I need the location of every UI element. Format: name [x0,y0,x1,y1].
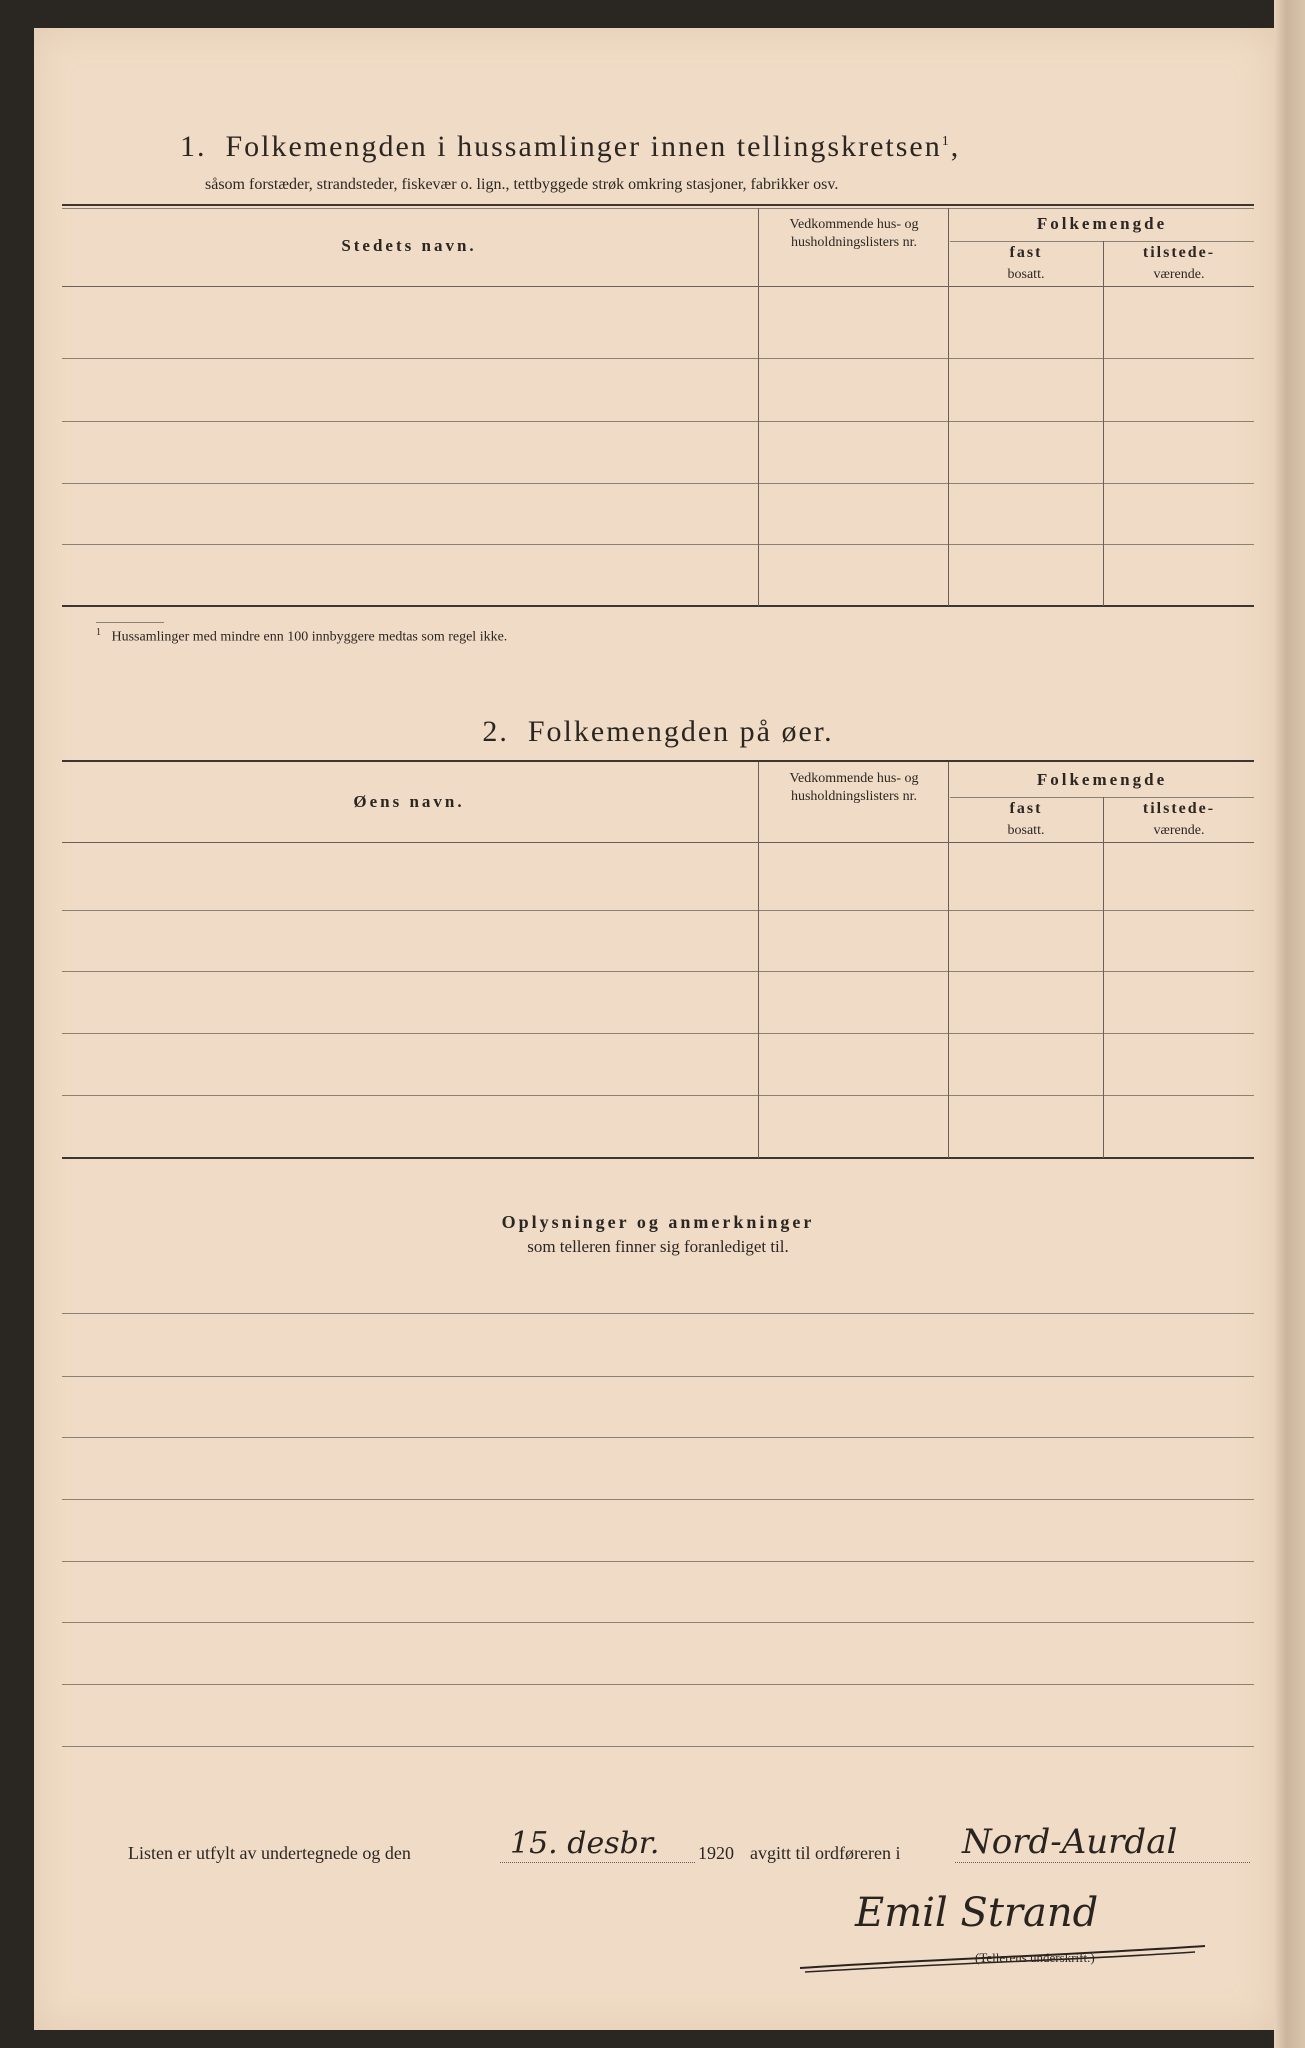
section2-pop-subrule [950,797,1254,798]
section2-divider [1103,797,1104,1158]
section1-divider [1103,241,1104,606]
remarks-line [62,1313,1254,1314]
section1-row-line [62,544,1254,545]
section2-col-tilst-sub: værende. [1153,823,1205,838]
section2-top-rule [62,760,1254,762]
section1-pop-subrule [950,241,1254,242]
section1-col-pop: Folkemengde [1036,214,1168,233]
section1-col-name: Stedets navn. [341,236,477,255]
handwritten-signature: Emil Strand [855,1890,1099,1936]
section2-divider [758,762,759,1158]
section1-bottom-rule [62,605,1254,607]
section1-divider [948,208,949,606]
section1-header-rule [62,286,1254,287]
section1-col-fast: fast [1009,244,1043,261]
page-edge [1274,0,1305,2048]
section1-number: 1. [180,130,207,163]
section1-divider [758,208,759,606]
section2-row-line [62,1033,1254,1034]
remarks-line [62,1684,1254,1685]
place-line [955,1862,1250,1863]
signature-statement: Listen er utfylt av undertegnede og den [128,1843,411,1863]
section2-col-tilst: tilstede- [1142,800,1216,817]
section1-row-line [62,421,1254,422]
section1-top-rule-thin [62,208,1254,209]
section2-row-line [62,1095,1254,1096]
section2-col-name: Øens navn. [353,792,465,811]
remarks-title: Oplysninger og anmerkninger [501,1212,815,1232]
section2-bottom-rule [62,1157,1254,1159]
section1-col-fast-sub: bosatt. [1007,267,1045,282]
footnote [96,627,507,646]
section2-row-line [62,910,1254,911]
remarks-line [62,1376,1254,1377]
section1-col-lists: Vedkommende hus- og husholdningslisters nr. [789,217,919,250]
year: 1920 [698,1843,734,1863]
section1-row-line [62,358,1254,359]
signature-statement-middle: avgitt til ordføreren i [750,1843,901,1863]
section2-heading [62,715,1254,749]
section2-col-lists: Vedkommende hus- og husholdningslisters nr. [789,771,919,804]
section2-title: Folkemengden på øer. [527,715,834,748]
section1-row-line [62,483,1254,484]
section1-top-rule [62,204,1254,206]
section1-heading [180,130,960,164]
section2-header-rule [62,842,1254,843]
remarks-line [62,1437,1254,1438]
section1-title-comma: , [950,130,961,163]
signature-caption: (Tellerens underskrift.) [975,1950,1095,1965]
handwritten-date: 15. desbr. [510,1826,660,1861]
remarks-line [62,1622,1254,1623]
section2-number: 2. [482,715,509,748]
remarks-line [62,1499,1254,1500]
date-line [500,1862,695,1863]
section1-title: Folkemengden i hussamlinger innen tellingskretsen [225,130,942,163]
remarks-line [62,1746,1254,1747]
section2-row-line [62,971,1254,972]
remarks-line [62,1561,1254,1562]
footnote-rule [96,622,164,623]
section1-col-tilst-sub: værende. [1153,267,1205,282]
remarks-subtitle: som telleren finner sig foranlediget til. [527,1237,789,1256]
section1-col-tilst: tilstede- [1142,244,1216,261]
section2-divider [948,762,949,1158]
section2-col-pop: Folkemengde [1036,770,1168,789]
section2-col-fast-sub: bosatt. [1007,823,1045,838]
section2-col-fast: fast [1009,800,1043,817]
section1-footnote-mark: 1 [941,134,951,149]
section1-subtitle: såsom forstæder, strandsteder, fiskevær o. lign., tettbyggede strøk omkring stasjoner, fabrikker osv. [205,176,839,193]
footnote-text: Hussamlinger med mindre enn 100 innbyggere medtas som regel ikke. [111,629,508,645]
handwritten-place: Nord-Aurdal [962,1822,1178,1862]
footnote-mark: 1 [96,627,101,638]
census-form-page [34,28,1274,2030]
